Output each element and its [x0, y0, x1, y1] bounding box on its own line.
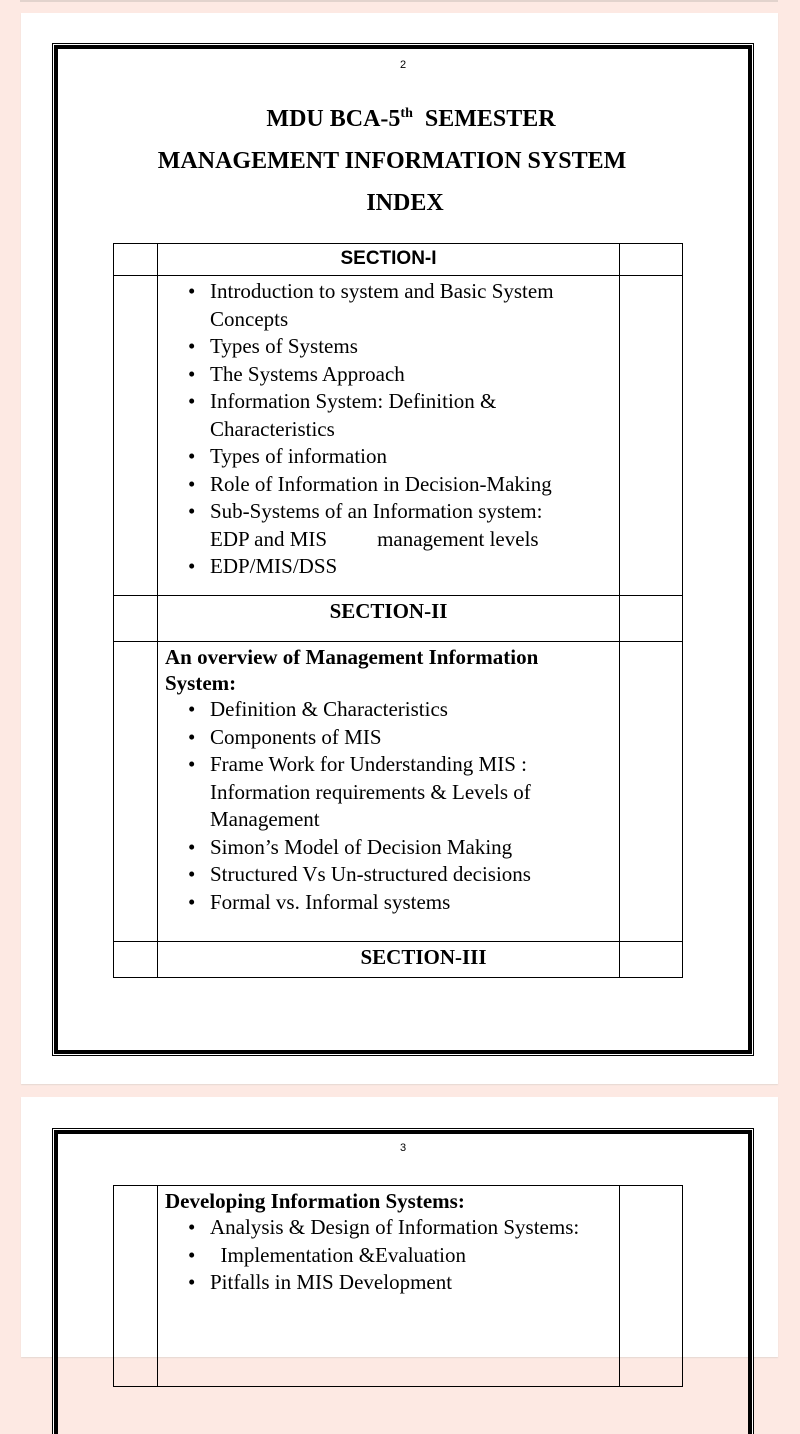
index-heading: INDEX	[366, 190, 444, 216]
list-item: • Analysis & Design of Information Systems:	[210, 1214, 619, 1242]
list-item: • Role of Information in Decision-Making	[210, 471, 619, 499]
index-table	[113, 1185, 683, 1387]
topic-list	[158, 276, 619, 581]
course-title	[66, 106, 756, 133]
page-number: 2	[399, 59, 407, 71]
list-item: • EDP/MIS/DSS	[210, 553, 619, 581]
course-title-sup: th	[400, 106, 413, 121]
topic-list	[158, 696, 619, 916]
table-row	[114, 1186, 683, 1387]
index-table	[113, 243, 683, 978]
section-heading: SECTION-I	[158, 244, 620, 276]
section-subheading: Developing Information Systems:	[165, 1189, 465, 1213]
list-item: • Structured Vs Un-structured decisions	[210, 861, 619, 889]
list-item: • Formal vs. Informal systems	[210, 889, 619, 917]
list-item: • Simon’s Model of Decision Making	[210, 834, 619, 862]
course-title-rest: SEMESTER	[412, 106, 556, 132]
table-row	[114, 244, 683, 276]
page-border	[54, 1130, 752, 1434]
list-item: • Information System: Definition & Characteristics	[210, 388, 619, 443]
table-row	[114, 942, 683, 978]
list-item: • Implementation &Evaluation	[210, 1242, 619, 1270]
section-heading: SECTION-II	[158, 596, 620, 642]
page-border	[54, 45, 752, 1054]
document-page-3	[21, 1097, 778, 1357]
list-item: • Introduction to system and Basic System Concepts	[210, 278, 619, 333]
topic-list	[158, 1214, 619, 1297]
list-item: • Types of information	[210, 443, 619, 471]
table-row	[114, 276, 683, 596]
page-number: 3	[399, 1142, 407, 1154]
list-item: • Frame Work for Understanding MIS : Information requirements & Levels of Management	[210, 751, 619, 834]
table-row	[114, 642, 683, 942]
list-item: • Pitfalls in MIS Development	[210, 1269, 619, 1297]
list-item: • Sub-Systems of an Information system: EDP and MIS management levels	[210, 498, 619, 553]
subject-title: MANAGEMENT INFORMATION SYSTEM	[157, 148, 627, 174]
course-title-main: MDU BCA-5	[266, 106, 401, 132]
document-page-2	[21, 13, 778, 1084]
section-subheading: An overview of Management Information System:	[165, 645, 539, 695]
table-row	[114, 596, 683, 642]
list-item: • Types of Systems	[210, 333, 619, 361]
list-item: • Components of MIS	[210, 724, 619, 752]
list-item: • Definition & Characteristics	[210, 696, 619, 724]
section-heading: SECTION-III	[158, 942, 620, 978]
previous-page-edge	[20, 0, 778, 2]
list-item: • The Systems Approach	[210, 361, 619, 389]
